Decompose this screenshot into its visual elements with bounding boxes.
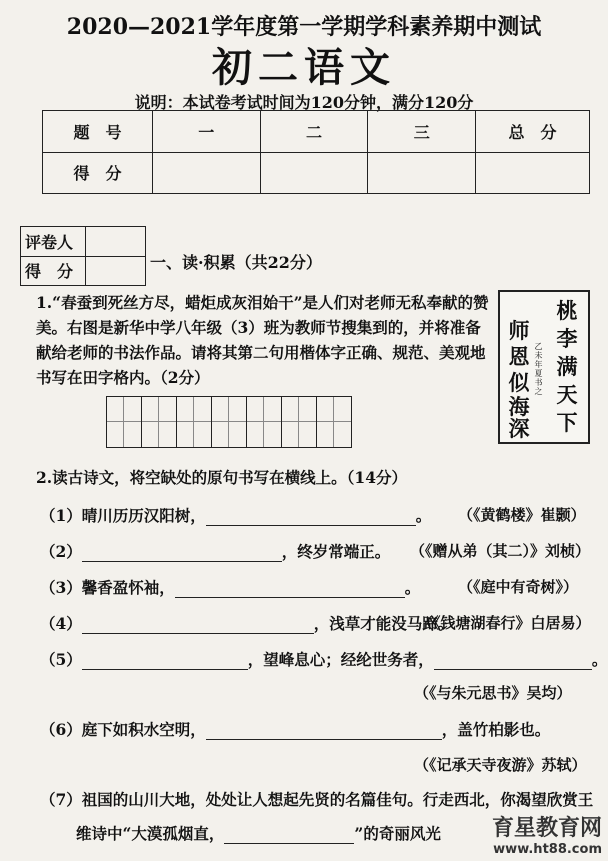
q2-item-source: （《与朱元思书》吴均）: [414, 684, 572, 702]
q2-item-2: [40, 540, 390, 562]
score-cell: 题 号: [43, 111, 153, 153]
callig-char: 师: [508, 318, 530, 343]
q2-item-text: ，盖竹柏影也。: [441, 720, 551, 739]
tianzige-cell[interactable]: [211, 396, 247, 448]
grader-score-label: 得 分: [21, 256, 86, 286]
q2-item-5: [40, 648, 607, 670]
answer-blank[interactable]: [206, 510, 416, 526]
score-cell: 总 分: [476, 111, 590, 153]
q2-item-7: [40, 788, 593, 810]
q2-item-6: [40, 718, 550, 740]
q2-item-source: （《赠从弟（其二）》刘桢）: [410, 542, 591, 560]
section-1-title: 一、读·积累（共22分）: [150, 253, 322, 272]
watermark-brand: 育星教育网: [491, 816, 602, 841]
exam-title: 2020—2021学年度第一学期学科素养期中测试: [66, 14, 542, 40]
tianzige-cell[interactable]: [246, 396, 282, 448]
q2-item-text: （7）祖国的山川大地，处处让人想起先贤的名篇佳句。行走西北，你渴望欣赏王: [40, 790, 594, 809]
answer-blank[interactable]: [206, 724, 442, 740]
grader-score-input[interactable]: [86, 256, 146, 286]
score-cell: 三: [368, 111, 476, 153]
answer-blank[interactable]: [82, 654, 248, 670]
score-input-1[interactable]: [152, 152, 260, 194]
answer-blank[interactable]: [175, 582, 405, 598]
callig-signature: 乙未年夏书之: [534, 342, 543, 396]
callig-char: 海: [508, 394, 530, 419]
q2-item-text: ，终岁常端正。: [281, 542, 391, 561]
tianzige-cell[interactable]: [281, 396, 317, 448]
q2-item-source: （《记承天寺夜游》苏轼）: [414, 756, 587, 774]
subject-title: 初二语文: [212, 44, 396, 91]
calligraphy-artwork: [498, 290, 590, 444]
q2-item-source: （《黄鹤楼》崔颢）: [458, 506, 586, 524]
q2-item-text: （1）晴川历历汉阳树，: [40, 506, 206, 525]
q2-item-text: 维诗中“大漠孤烟直，: [76, 824, 225, 843]
q2-item-text: （2）: [40, 542, 82, 561]
score-table-score-row: [43, 152, 590, 194]
q2-item-text: （5）: [40, 650, 82, 669]
callig-char: 李: [556, 326, 578, 351]
q2-item-source: （《庭中有奇树》）: [458, 578, 579, 596]
q2-item-text: （6）庭下如积水空明，: [40, 720, 206, 739]
score-cell: 二: [260, 111, 368, 153]
q2-item-source: （《钱塘湖春行》白居易）: [418, 614, 591, 632]
score-row-label: 得 分: [43, 152, 153, 194]
q2-item-text: ，望峰息心；经纶世务者，: [247, 650, 434, 669]
question-2-head: 2.读古诗文，将空缺处的原句书写在横线上。（14分）: [36, 468, 408, 487]
q2-item-7-line2: [76, 822, 441, 844]
callig-char: 恩: [508, 344, 530, 369]
q2-item-text: ”的奇丽风光: [354, 824, 441, 843]
reviewer-label: 评卷人: [21, 227, 86, 257]
callig-char: 满: [556, 354, 578, 379]
tianzige-grid: [106, 396, 351, 448]
callig-char: 深: [508, 416, 530, 441]
tianzige-cell[interactable]: [176, 396, 212, 448]
exam-note: 说明：本试卷考试时间为120分钟，满分120分: [134, 93, 474, 112]
q2-item-1: [40, 504, 431, 526]
callig-char: 下: [556, 410, 578, 435]
tianzige-cell[interactable]: [141, 396, 177, 448]
score-cell: 一: [152, 111, 260, 153]
q2-item-text: 。: [415, 506, 432, 525]
q2-item-text: （4）: [40, 614, 82, 633]
grader-table: [20, 226, 146, 286]
callig-char: 似: [508, 370, 530, 395]
callig-char: 桃: [556, 298, 578, 323]
answer-blank[interactable]: [224, 828, 354, 844]
reviewer-input[interactable]: [86, 227, 146, 257]
tianzige-cell[interactable]: [316, 396, 352, 448]
score-input-total[interactable]: [476, 152, 590, 194]
q2-item-4: [40, 612, 453, 634]
score-table-header-row: [43, 111, 590, 153]
answer-blank[interactable]: [82, 618, 314, 634]
q2-item-text: 。: [591, 650, 608, 669]
score-input-2[interactable]: [260, 152, 368, 194]
tianzige-cell[interactable]: [106, 396, 142, 448]
score-table: [42, 110, 590, 194]
q2-item-3: [40, 576, 420, 598]
callig-char: 天: [556, 382, 578, 407]
answer-blank[interactable]: [82, 546, 282, 562]
q2-item-text: （3）馨香盈怀袖，: [40, 578, 175, 597]
q2-item-text: ，浅草才能没马蹄。: [313, 614, 454, 633]
question-1-text: 1.“春蚕到死丝方尽，蜡炬成灰泪始干”是人们对老师无私奉献的赞美。右图是新华中学八年级（3）班为教师节搜集到的，并将准备献给老师的书法作品。请将其第二句用楷体字正确、规范、美观地书写在田字格内。（2分）: [36, 293, 489, 387]
watermark-url: www.ht88.com: [493, 842, 602, 857]
answer-blank[interactable]: [434, 654, 592, 670]
score-input-3[interactable]: [368, 152, 476, 194]
q2-item-text: 。: [404, 578, 421, 597]
watermark: [492, 811, 602, 857]
